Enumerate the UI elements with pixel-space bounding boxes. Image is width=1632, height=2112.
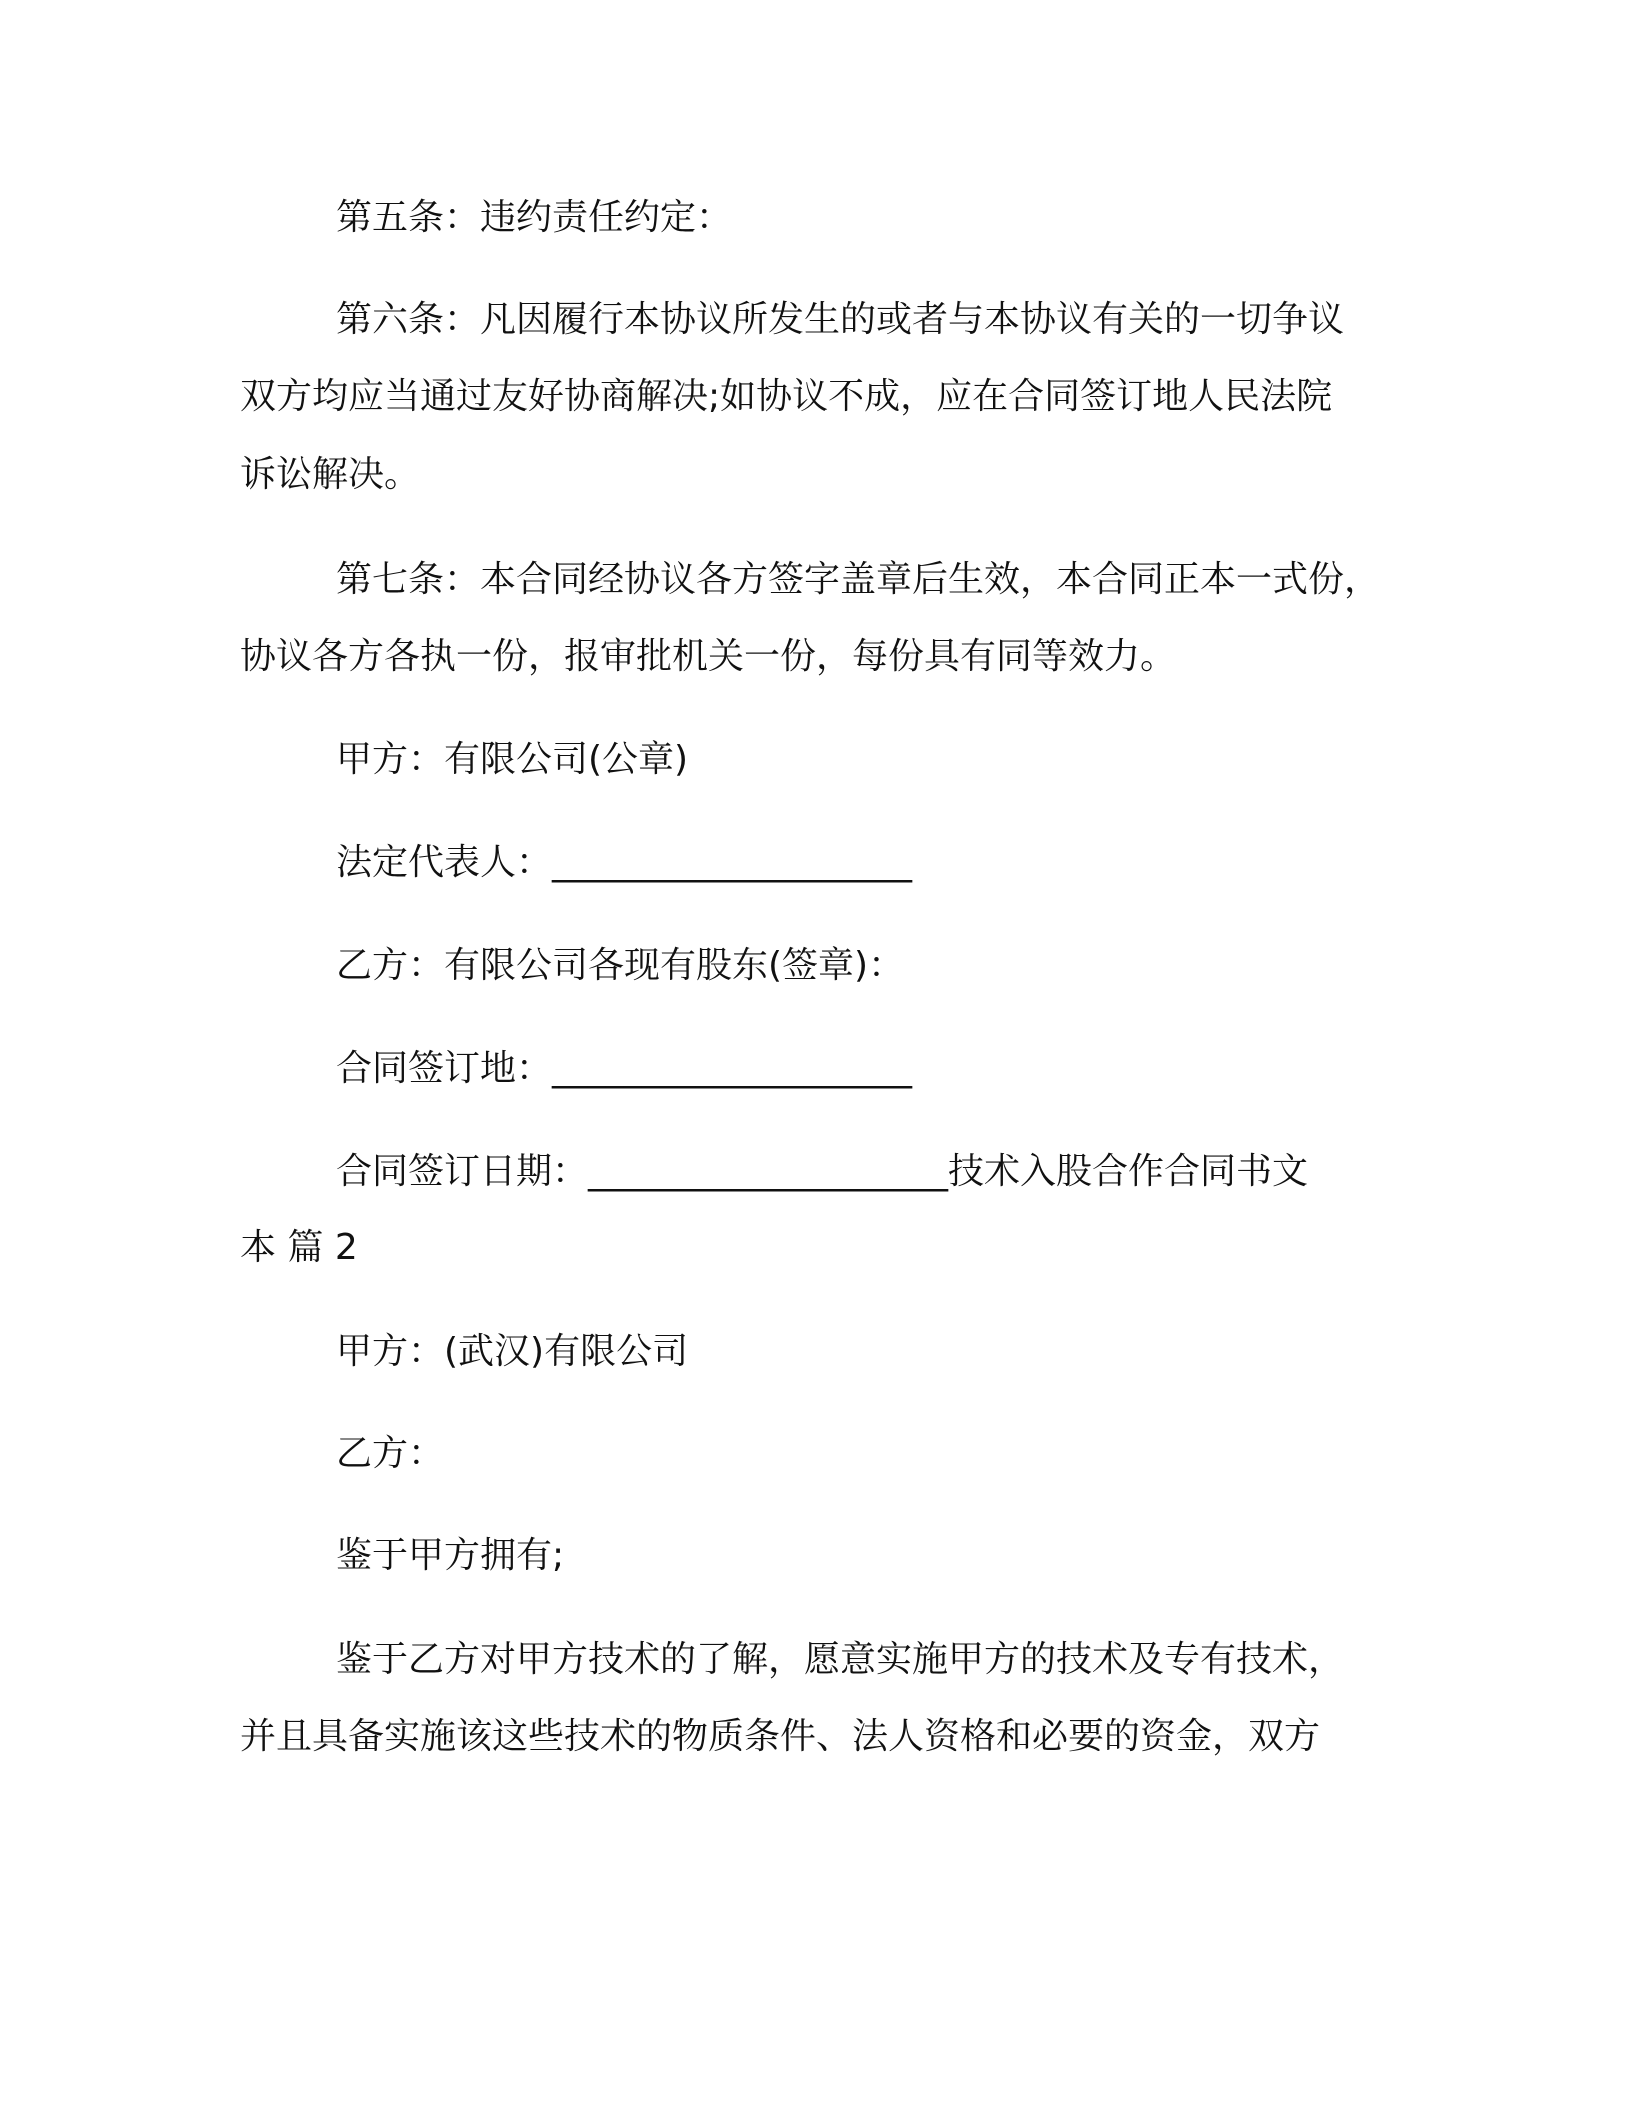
article-7-line-2: 协议各方各执一份，报审批机关一份，每份具有同等效力。 [240, 636, 1177, 677]
article-5: 第五条：违约责任约定： [336, 197, 733, 238]
whereas-2-line-1: 鉴于乙方对甲方技术的了解，愿意实施甲方的技术及专有技术， [336, 1639, 1345, 1680]
article-7-line-1: 第七条：本合同经协议各方签字盖章后生效，本合同正本一式份， [336, 559, 1381, 600]
article-6-line-1: 第六条：凡因履行本协议所发生的或者与本协议有关的一切争议 [336, 299, 1345, 340]
legal-representative: 法定代表人：____________________ [336, 842, 913, 883]
article-6-line-2: 双方均应当通过友好协商解决;如协议不成，应在合同签订地人民法院 [240, 376, 1333, 417]
signing-place: 合同签订地：____________________ [336, 1048, 913, 1089]
party-a: 甲方：(武汉)有限公司 [336, 1331, 689, 1372]
party-b-shareholders: 乙方：有限公司各现有股东(签章)： [336, 945, 905, 986]
whereas-1: 鉴于甲方拥有; [336, 1535, 565, 1576]
party-b: 乙方： [336, 1433, 445, 1474]
signing-date: 合同签订日期：____________________技术入股合作合同书文 [336, 1151, 1309, 1192]
article-6-line-3: 诉讼解决。 [240, 454, 421, 495]
party-a-seal: 甲方：有限公司(公章) [336, 739, 689, 780]
whereas-2-line-2: 并且具备实施该这些技术的物质条件、法人资格和必要的资金，双方 [240, 1716, 1321, 1757]
section-title-2: 本 篇 2 [240, 1227, 358, 1268]
